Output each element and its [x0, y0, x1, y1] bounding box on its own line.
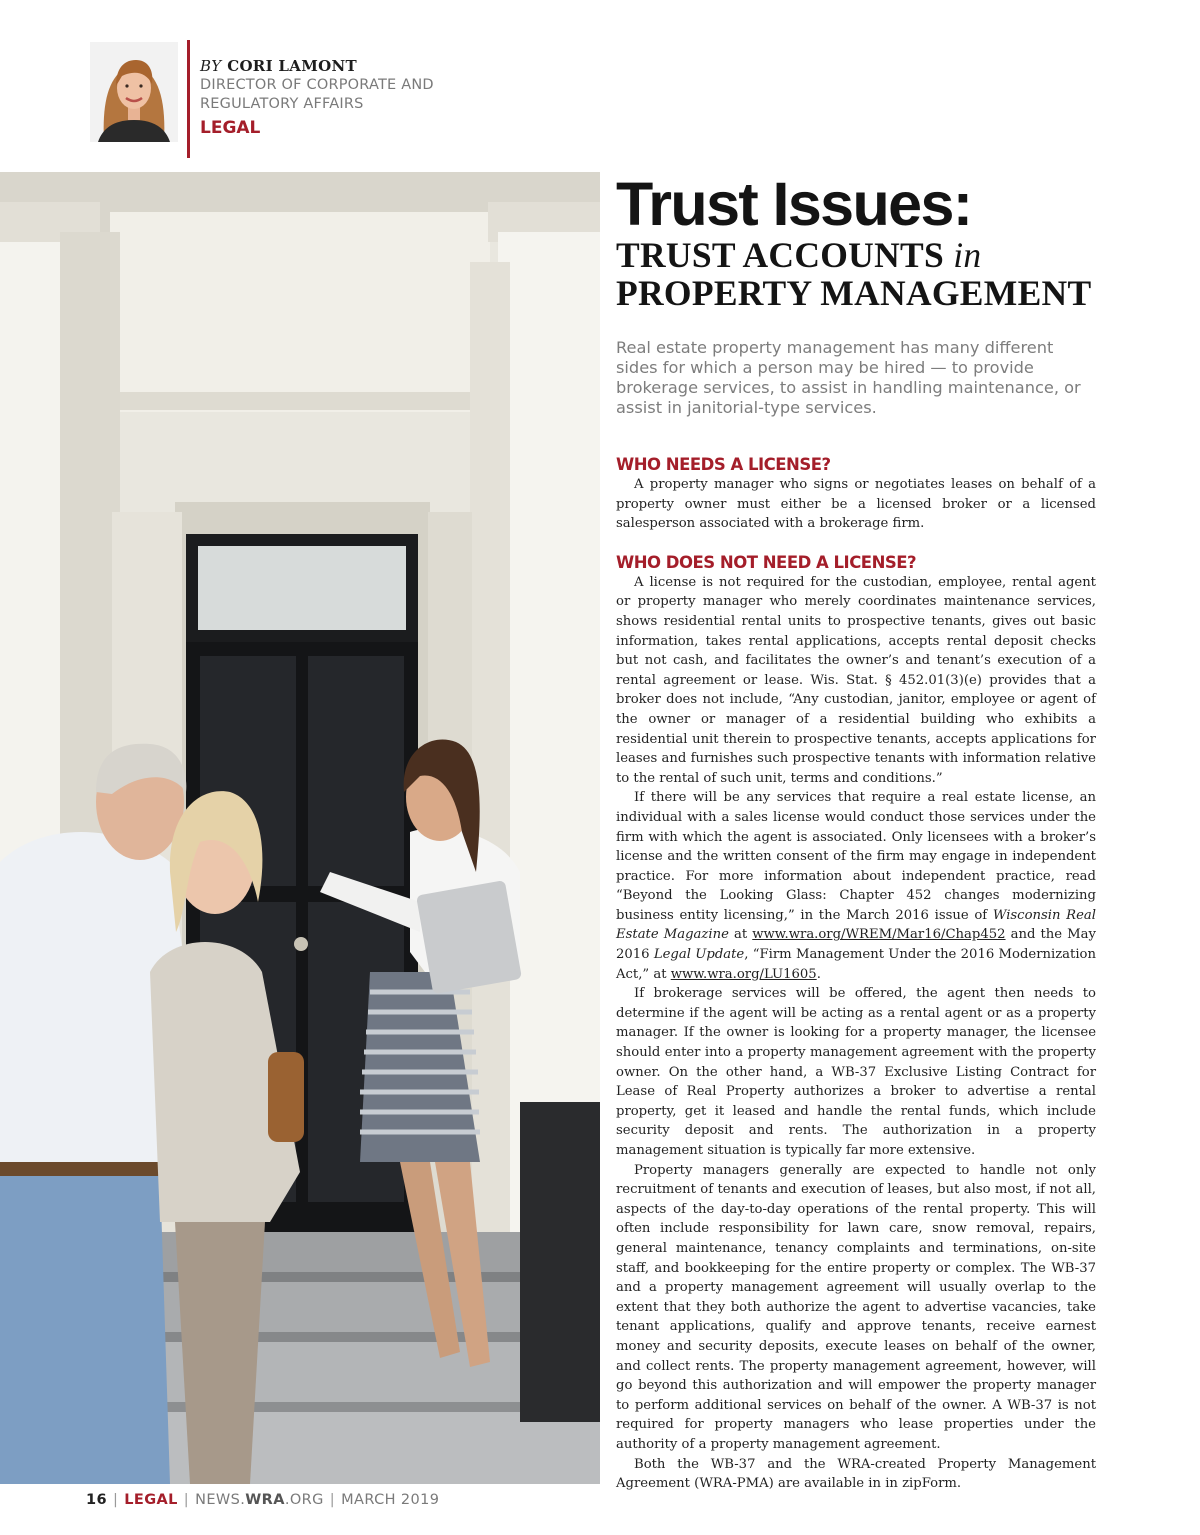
text-run: , “Firm Management Under the 2016 Modernization Act,” at	[616, 947, 1096, 982]
footer-site	[195, 1492, 324, 1508]
author-department: LEGAL	[200, 118, 261, 138]
paragraph	[616, 788, 1096, 984]
legal-update-title: Legal Update	[653, 947, 745, 963]
link-lu1605[interactable]: www.wra.org/LU1605	[670, 966, 817, 982]
subhead-trust-accounts: TRUST ACCOUNTS	[616, 235, 945, 275]
section-body-who-does-not-need-license	[616, 573, 1096, 1494]
text-run: and the May 2016	[616, 927, 1096, 963]
text-run: If there will be any services that require a real estate license, an individual with a sales license would conduct those services under the firm with which the agent is associated. Only licensees with a broker’s license and the written consent of the firm may engage in independent practice. For more information about independent practice, read “Beyond the Looking Glass: Chapter 452 changes modernizing business entity licensing,” in the March 2016 issue of	[616, 790, 1096, 923]
byline-text	[200, 57, 530, 140]
text-run: at	[728, 927, 753, 943]
link-chap452[interactable]: www.wra.org/WREM/Mar16/Chap452	[752, 927, 1006, 943]
footer-separator: |	[112, 1492, 119, 1508]
deck: Real estate property management has many different sides for which a person may be hired — to provide brokerage services, to assist in handling maintenance, or assist in janitorial-type services.	[616, 338, 1081, 417]
footer-section: LEGAL	[124, 1492, 178, 1508]
page-footer	[86, 1492, 439, 1508]
page-number: 16	[86, 1492, 107, 1508]
paragraph: A license is not required for the custodian, employee, rental agent or property manager who merely coordinates maintenance services, shows residential rental units to prospective tenants, gives out basic information, takes rental applications, accepts rental deposit checks but not cash, and facilitates the owner’s and tenant’s execution of a rental agreement or lease. Wis. Stat. § 452.01(3)(e) provides that a broker does not include, “Any custodian, janitor, employee or agent of the owner or manager of a residential building who exhibits a residential unit therein to prospective tenants, accepts applications for leases and furnishes such prospective tenants with information relative to the rental of such unit, terms and conditions.”	[616, 574, 1096, 786]
author-name-line	[200, 57, 530, 76]
text-run: .	[816, 966, 821, 982]
footer-separator: |	[183, 1492, 190, 1508]
hero-photo	[0, 172, 600, 1484]
footer-issue: MARCH 2019	[341, 1492, 440, 1508]
site-news: NEWS.	[195, 1492, 246, 1508]
byline-divider	[187, 40, 190, 158]
paragraph: Property managers generally are expected to handle not only recruitment of tenants and execution of leases, but also most, if not all, aspects of the day-to-day operations of the rental property. This will often include responsibility for lawn care, snow removal, repairs, general maintenance, tenancy complaints and terminations, on-site staff, and bookkeeping for the entire property or complex. The WB-37 and a property management agreement will usually overlap to the extent that they both authorize the agent to advertise vacancies, take tenant applications, qualify and approve tenants, receive earnest money and security deposits, execute leases on behalf of the owner, and collect rents. The property management agreement, however, will go beyond this authorization and will empower the property manager to perform additional services on behalf of the owner. A WB-37 is not required for property managers who lease properties under the authority of a property management agreement.	[616, 1162, 1096, 1452]
author-title-line1: DIRECTOR OF CORPORATE AND	[200, 77, 434, 93]
paragraph: If brokerage services will be offered, the agent then needs to determine if the agent will be acting as a rental agent or as a property manager. If the owner is looking for a property manager, the licensee should enter into a property management agreement with the property owner. On the other hand, a WB-37 Exclusive Listing Contract for Lease of Real Property authorizes a broker to advertise a rental property, get it leased and handle the rental funds, which include security deposit and rents. The authorization in a property management situation is typically far more extensive.	[616, 986, 1096, 1158]
magazine-title: Wisconsin Real Estate Magazine	[616, 907, 1096, 943]
subhead-line2: PROPERTY MANAGEMENT	[616, 273, 1092, 313]
site-wra: WRA	[245, 1492, 285, 1508]
section-body-who-needs-license	[616, 475, 1096, 534]
author-name: CORI LAMONT	[227, 57, 357, 75]
author-photo	[90, 42, 178, 142]
section-heading-who-needs-license: WHO NEEDS A LICENSE?	[616, 455, 831, 474]
author-title-line2: REGULATORY AFFAIRS	[200, 96, 364, 112]
paragraph: Both the WB-37 and the WRA-created Property Management Agreement (WRA-PMA) are available in in zipForm.	[616, 1456, 1096, 1492]
section-heading-who-does-not-need-license: WHO DOES NOT NEED A LICENSE?	[616, 552, 917, 572]
subhead-in: in	[953, 235, 982, 275]
subhead-line1	[616, 236, 1096, 274]
paragraph: A property manager who signs or negotiates leases on behalf of a property owner must either be a licensed broker or a licensed salesperson associated with a brokerage firm.	[616, 477, 1096, 532]
by-label: BY	[200, 57, 222, 75]
article	[616, 172, 1096, 1494]
footer-separator: |	[329, 1492, 336, 1508]
site-org: .ORG	[284, 1492, 324, 1508]
headline: Trust Issues:	[616, 170, 972, 238]
